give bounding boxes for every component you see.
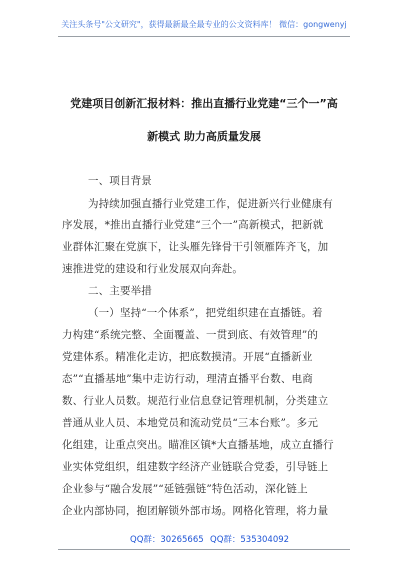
paragraph-line: 化组建，让重点突出。瞄准区镇*大直播基地，成立直播行 — [62, 439, 334, 451]
paragraph-line: 业实体党组织，组建数字经济产业链联合党委，引导链上 — [62, 461, 329, 473]
header-divider — [58, 36, 350, 37]
section-heading-measures: 二、主要举措 — [88, 285, 152, 297]
paragraph-line: 态”“直播基地”集中走访行动，理清直播平台数、电商 — [62, 373, 313, 385]
paragraph-line: 为持续加强直播行业党建工作，促进新兴行业健康有 — [88, 198, 333, 210]
paragraph-line: 数、行业人员数。规范行业信息登记管理机制，分类建立 — [62, 395, 329, 407]
section-heading-background: 一、项目背景 — [88, 175, 152, 187]
paragraph-line: 力构建“系统完整、全面覆盖、一贯到底、有效管理”的 — [62, 329, 318, 341]
paragraph-line: 企业参与“融合发展”“延链强链”特色活动，深化链上 — [62, 483, 308, 495]
paragraph-line: 党建体系。精准化走访，把底数摸清。开展“直播新业 — [62, 351, 313, 363]
document-title-line-2: 新模式 助力高质量发展 — [147, 130, 261, 143]
paragraph-line: 业群体汇聚在党旗下，让头雁先锋骨干引领雁阵齐飞，加 — [62, 241, 329, 253]
paragraph-line: 企业内部协同，抱团解锁外部市场。网格化管理，将力量 — [62, 505, 329, 517]
footer-qq-group-2: QQ群：535304092 — [210, 535, 290, 545]
paragraph-line: （一）坚持“一个体系”，把党组织建在直播链。着 — [88, 307, 323, 319]
paragraph-line: 序发展，*推出直播行业党建“三个一”高新模式，把新就 — [62, 219, 324, 231]
paragraph-line: 速推进党的建设和行业发展双向奔赴。 — [62, 263, 244, 275]
footer-qq-group-1: QQ群：30265665 — [130, 535, 204, 545]
document-title-line-1: 党建项目创新汇报材料：推出直播行业党建“三个一”高 — [70, 97, 338, 110]
header-banner: 关注头条号"公文研究"，获得最新最全最专业的公文资料库！ 微信：gongwenyj — [61, 20, 347, 29]
footer-divider — [58, 549, 350, 550]
paragraph-line: 普通从业人员、本地党员和流动党员“三本台账”。多元 — [62, 417, 318, 429]
